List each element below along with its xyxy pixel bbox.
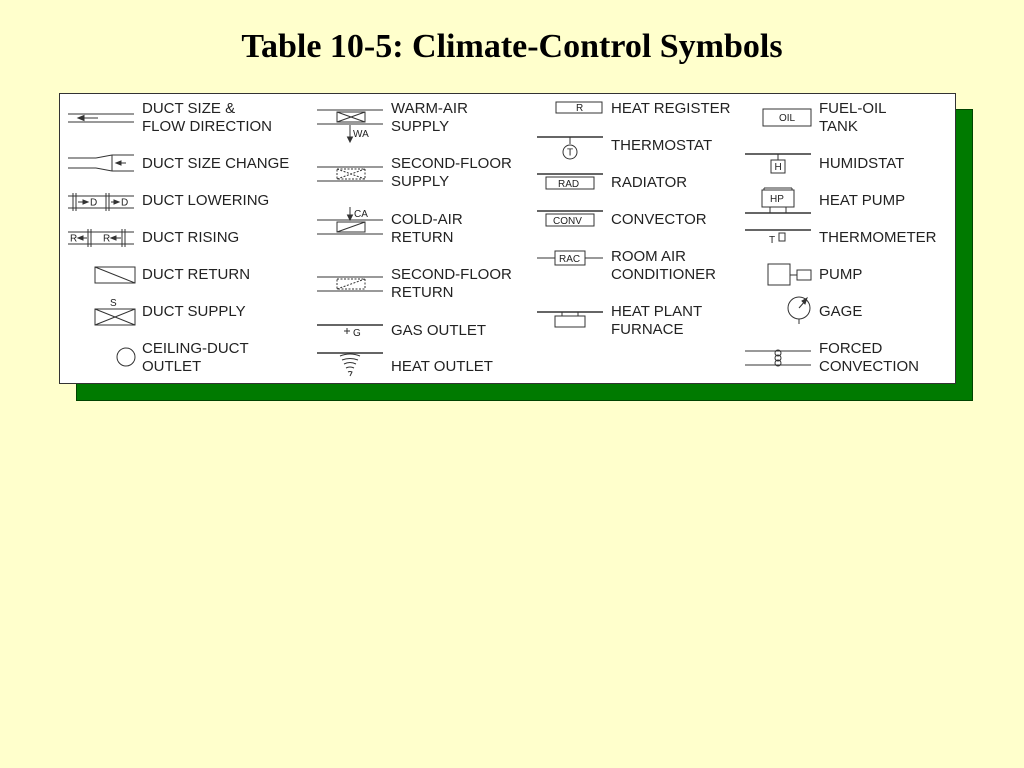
- label-fuel-oil-tank: FUEL-OIL TANK: [819, 100, 887, 135]
- heat-register-icon: [556, 102, 602, 114]
- humidstat-icon: [745, 154, 811, 173]
- label-second-floor-supply: SECOND-FLOOR SUPPLY: [391, 155, 512, 190]
- gage-icon: [788, 297, 810, 324]
- label-thermometer: THERMOMETER: [819, 229, 937, 246]
- gas-outlet-icon: [317, 325, 383, 339]
- heat-plant-furnace-icon: [537, 312, 603, 327]
- fuel-oil-tank-mark: OIL: [779, 113, 796, 124]
- label-ceiling-duct-outlet: CEILING-DUCT OUTLET: [142, 340, 249, 375]
- duct-lowering-mark-1: D: [90, 197, 98, 209]
- heat-pump-icon: [745, 188, 811, 213]
- label-heat-pump: HEAT PUMP: [819, 192, 906, 209]
- label-duct-rising: DUCT RISING: [142, 229, 240, 246]
- label-warm-air-supply: WARM-AIR SUPPLY: [391, 100, 468, 135]
- label-heat-outlet: HEAT OUTLET: [391, 358, 493, 375]
- duct-lowering-icon: [68, 193, 134, 211]
- duct-supply-mark: S: [110, 298, 117, 309]
- radiator-mark: RAD: [558, 179, 580, 190]
- duct-rising-mark-2: R: [103, 233, 111, 245]
- label-thermostat: THERMOSTAT: [611, 137, 713, 154]
- label-gage: GAGE: [819, 303, 863, 320]
- convector-icon: [537, 211, 603, 227]
- label-duct-return: DUCT RETURN: [142, 266, 251, 283]
- label-gas-outlet: GAS OUTLET: [391, 322, 487, 339]
- convector-mark: CONV: [553, 216, 582, 227]
- label-heat-plant-furnace: HEAT PLANT FURNACE: [611, 303, 703, 338]
- duct-size-change-icon: [68, 155, 134, 171]
- duct-rising-icon: [68, 229, 134, 247]
- duct-rising-mark-1: R: [70, 233, 78, 245]
- label-duct-lowering: DUCT LOWERING: [142, 192, 270, 209]
- duct-size-flow-icon: [68, 114, 134, 122]
- room-air-conditioner-icon: [537, 251, 603, 265]
- humidstat-mark: H: [774, 162, 782, 173]
- thermometer-icon: [745, 230, 811, 246]
- duct-lowering-mark-2: D: [121, 197, 129, 209]
- second-floor-return-icon: [317, 277, 383, 291]
- warm-air-supply-icon: [317, 110, 383, 142]
- page-title: Table 10-5: Climate-Control Symbols: [241, 28, 783, 65]
- fuel-oil-tank-icon: [763, 109, 811, 126]
- forced-convection-icon: [745, 350, 811, 366]
- heat-outlet-icon: [317, 353, 383, 376]
- pump-icon: [768, 264, 811, 285]
- label-radiator: RADIATOR: [611, 174, 688, 191]
- room-air-conditioner-mark: RAC: [559, 254, 581, 265]
- label-convector: CONVECTOR: [611, 211, 707, 228]
- thermostat-icon: [537, 137, 603, 159]
- heat-register-mark: R: [576, 103, 584, 114]
- label-heat-register: HEAT REGISTER: [611, 100, 731, 117]
- label-duct-supply: DUCT SUPPLY: [142, 303, 246, 320]
- thermostat-mark: T: [567, 147, 574, 159]
- duct-supply-icon: [95, 298, 135, 325]
- ceiling-duct-outlet-icon: [117, 348, 135, 366]
- label-duct-size-flow: DUCT SIZE & FLOW DIRECTION: [142, 100, 272, 135]
- thermometer-mark: T: [769, 235, 776, 246]
- cold-air-return-mark: CA: [354, 209, 368, 220]
- duct-return-icon: [95, 267, 135, 283]
- label-forced-convection: FORCED CONVECTION: [819, 340, 920, 375]
- warm-air-supply-mark: WA: [353, 129, 369, 140]
- gas-outlet-mark: G: [353, 328, 361, 339]
- label-room-air-conditioner: ROOM AIR CONDITIONER: [611, 248, 716, 283]
- label-duct-size-change: DUCT SIZE CHANGE: [142, 155, 290, 172]
- second-floor-supply-icon: [317, 167, 383, 181]
- label-humidstat: HUMIDSTAT: [819, 155, 905, 172]
- label-pump: PUMP: [819, 266, 863, 283]
- label-second-floor-return: SECOND-FLOOR RETURN: [391, 266, 512, 301]
- label-cold-air-return: COLD-AIR RETURN: [391, 211, 463, 246]
- heat-pump-mark: HP: [770, 194, 784, 205]
- cold-air-return-icon: [317, 207, 383, 234]
- radiator-icon: [537, 174, 603, 190]
